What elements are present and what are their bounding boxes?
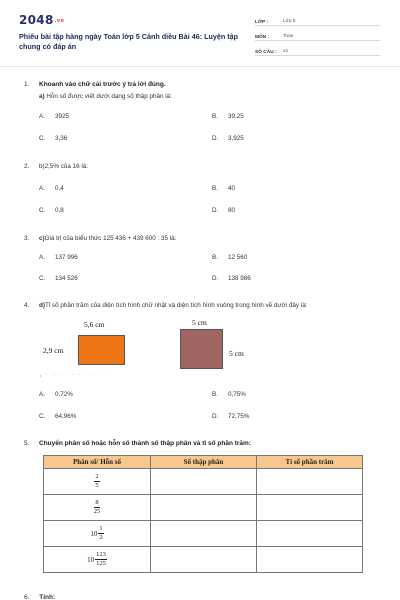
- option-d[interactable]: D. 138 986: [212, 275, 251, 282]
- percent-answer-cell[interactable]: [257, 469, 363, 495]
- question-number: 2.: [24, 163, 30, 170]
- question-text: [39, 235, 176, 242]
- question-number: 4.: [24, 302, 30, 309]
- fraction-cell: 10 $\frac{123}{125}$: [44, 547, 151, 573]
- table-row: [44, 547, 363, 573]
- percent-answer-cell[interactable]: [257, 495, 363, 521]
- meta-label: SỐ CÂU :: [255, 50, 277, 55]
- table-header-row: [44, 456, 363, 469]
- sub-text: Giá trị của biểu thức 125 436 + 439 600 : 35 là:: [44, 235, 177, 242]
- decimal-answer-cell[interactable]: [151, 547, 257, 573]
- question-heading: Tính:: [39, 594, 56, 600]
- option-b[interactable]: B. 40: [212, 185, 236, 192]
- header-divider: [0, 66, 400, 67]
- column-header: Phân số/ Hỗn số: [44, 456, 151, 469]
- question-2: [24, 163, 384, 218]
- decimal-answer-cell[interactable]: [151, 469, 257, 495]
- meta-label: LỚP :: [255, 20, 269, 25]
- rectangle-figure: [78, 335, 125, 365]
- option-a[interactable]: A. 0,72%: [39, 391, 73, 398]
- option-d[interactable]: D. 72,75%: [212, 413, 250, 420]
- worksheet-meta: [255, 14, 380, 59]
- decimal-answer-cell[interactable]: [151, 521, 257, 547]
- meta-row-subject: [255, 29, 380, 41]
- column-header: Tỉ số phần trăm: [257, 456, 363, 469]
- meta-row-class: [255, 14, 380, 26]
- question-number: 5.: [24, 440, 30, 447]
- option-a[interactable]: A. 3925: [39, 113, 70, 120]
- question-number: 6.: [24, 594, 30, 600]
- meta-value: Lớp 5: [283, 19, 296, 24]
- meta-value: Toán: [283, 34, 294, 39]
- question-subtext: [39, 93, 172, 100]
- question-number: 1.: [24, 81, 30, 88]
- option-d[interactable]: D. 3,925: [212, 135, 244, 142]
- question-5: [24, 440, 384, 452]
- square-top-label: 5 cm: [192, 318, 207, 327]
- option-a[interactable]: A. 137 996: [39, 254, 78, 261]
- sub-text: Hỗn số được viết dưới dạng số thập phân là:: [44, 93, 172, 100]
- fraction: $\frac{8}{25}$: [93, 499, 101, 515]
- sub-label: d): [39, 302, 45, 309]
- question-heading: Khoanh vào chữ cái trước ý trả lời đúng.: [39, 81, 166, 88]
- fraction-cell: [44, 495, 151, 521]
- table-row: [44, 521, 363, 547]
- column-header: Số thập phân: [151, 456, 257, 469]
- table-row: [44, 495, 363, 521]
- logo-text: 2048: [19, 13, 54, 27]
- question-number: 3.: [24, 235, 30, 242]
- sub-label: a): [39, 93, 45, 100]
- percent-answer-cell[interactable]: [257, 521, 363, 547]
- rectangle-height-label: 2,9 cm: [43, 346, 64, 355]
- decimal-answer-cell[interactable]: [151, 495, 257, 521]
- option-d[interactable]: D. 80: [212, 207, 236, 214]
- option-b[interactable]: B. 0,75%: [212, 391, 246, 398]
- fraction: $\frac{2}{5}$: [95, 473, 99, 489]
- meta-row-count: [255, 44, 380, 56]
- percent-answer-cell[interactable]: [257, 547, 363, 573]
- option-b[interactable]: B. 12 560: [212, 254, 248, 261]
- fraction: $\frac{123}{125}$: [96, 551, 106, 567]
- square-side-label: 5 cm: [229, 349, 244, 358]
- fraction-cell: 10 $\frac{1}{2}$: [44, 521, 151, 547]
- option-a[interactable]: A. 0,4: [39, 185, 64, 192]
- question-text: b)2,5% của 16 là:: [39, 163, 89, 170]
- worksheet-title: Phiếu bài tập hàng ngày Toán lớp 5 Cánh diều Bài 46: Luyện tập chung có đáp án: [19, 32, 239, 51]
- question-1: [24, 81, 384, 151]
- question-4: [24, 302, 384, 427]
- sub-label: c): [39, 235, 45, 242]
- option-c[interactable]: C. 134 526: [39, 275, 78, 282]
- option-b[interactable]: B. 39,25: [212, 113, 244, 120]
- meta-value: 21: [283, 49, 289, 54]
- sub-text: Tỉ số phần trăm của diện tích hình chữ nhật và diện tích hình vuông trong hình vẽ dưới đây là:: [44, 302, 308, 309]
- question-6: [24, 594, 55, 600]
- question-heading: Chuyển phân số hoặc hỗn số thành số thập phân và tỉ số phần trăm:: [39, 440, 251, 447]
- meta-label: MÔN :: [255, 35, 270, 40]
- conversion-table: [43, 455, 363, 573]
- scan-artifact: • ˜ ˉ ̃ ̃ ˊ ˋ ˜ ˉ ˊ ˋ ˉ ˊ ˋ: [40, 373, 108, 378]
- logo-suffix: .vn: [54, 17, 65, 24]
- rectangle-width-label: 5,6 cm: [84, 320, 105, 329]
- option-c[interactable]: C. 0,8: [39, 207, 64, 214]
- fraction-cell: [44, 469, 151, 495]
- option-c[interactable]: C. 64,96%: [39, 413, 77, 420]
- option-c[interactable]: C. 3,36: [39, 135, 68, 142]
- table-row: [44, 469, 363, 495]
- square-figure: [180, 329, 223, 369]
- site-logo[interactable]: [19, 13, 64, 27]
- question-3: [24, 235, 384, 290]
- question-text: [39, 302, 307, 309]
- fraction: $\frac{1}{2}$: [99, 525, 103, 541]
